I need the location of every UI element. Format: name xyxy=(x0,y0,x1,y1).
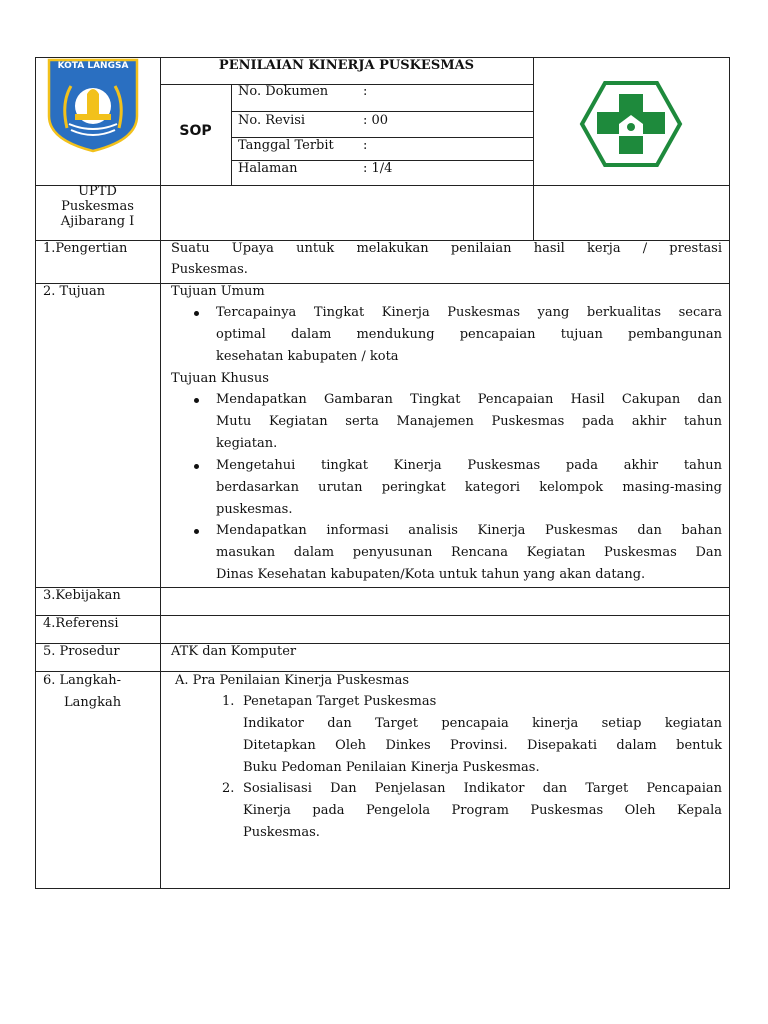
tujuan-umum-line-3: kesehatan kabupaten / kota xyxy=(216,349,399,364)
langkah-sub-a: A. Pra Penilaian Kinerja Puskesmas xyxy=(175,673,410,688)
bullet-dot xyxy=(194,464,199,469)
khusus-3-line-3: Dinas Kesehatan kabupaten/Kota untuk tahun yang akan datang. xyxy=(216,567,646,582)
bullet-dot xyxy=(194,529,199,534)
table-border-bottom xyxy=(35,888,730,889)
puskesmas-cross-icon xyxy=(579,80,683,168)
unit-line-3: Ajibarang I xyxy=(60,214,135,229)
puskesmas-logo xyxy=(579,80,683,168)
tujuan-label: 2. Tujuan xyxy=(43,284,106,299)
row-line-1 xyxy=(231,111,533,112)
prosedur-label: 5. Prosedur xyxy=(43,644,120,659)
row-kebijakan-bottom xyxy=(35,615,730,616)
logo-left-text: KOTA LANGSA xyxy=(57,61,129,71)
no-dokumen-value: : xyxy=(363,84,368,99)
tujuan-umum-line-2: optimal dalam mendukung pencapaian tujuan pembangunan xyxy=(216,327,722,342)
kebijakan-label: 3.Kebijakan xyxy=(43,588,121,603)
khusus-1-line-3: kegiatan. xyxy=(216,436,278,451)
langkah-item-1-line-2: Ditetapkan Oleh Dinkes Provinsi. Disepakati dalam bentuk xyxy=(243,738,722,753)
langkah-item-2-line-3: Puskesmas. xyxy=(243,825,320,840)
title-underline xyxy=(160,84,533,85)
langkah-item-1-line-1: Indikator dan Target pencapaia kinerja setiap kegiatan xyxy=(243,716,722,731)
header-right-divider xyxy=(533,57,534,241)
khusus-1-line-1: Mendapatkan Gambaran Tingkat Pencapaian Hasil Cakupan dan xyxy=(216,392,722,407)
langkah-item-2-num: 2. xyxy=(222,781,235,796)
khusus-2-line-2: berdasarkan urutan peringkat kategori kelompok masing-masing xyxy=(216,480,722,495)
table-border-right xyxy=(729,57,730,889)
row-pengertian-bottom xyxy=(35,283,730,284)
tanggal-terbit-label: Tanggal Terbit xyxy=(238,138,334,153)
row-tujuan-bottom xyxy=(35,587,730,588)
row-prosedur-bottom xyxy=(35,671,730,672)
table-border-left xyxy=(35,57,36,889)
langkah-label-1: 6. Langkah- xyxy=(43,673,122,688)
khusus-2-line-1: Mengetahui tingkat Kinerja Puskesmas pada akhir tahun xyxy=(216,458,722,473)
sop-divider xyxy=(231,84,232,185)
tujuan-khusus-heading: Tujuan Khusus xyxy=(171,371,269,386)
kota-langsa-logo xyxy=(47,58,139,153)
khusus-1-line-2: Mutu Kegiatan serta Manajemen Puskesmas pada akhir tahun xyxy=(216,414,722,429)
sop-label: SOP xyxy=(179,123,212,139)
prosedur-content: ATK dan Komputer xyxy=(171,644,297,659)
unit-line-1: UPTD xyxy=(78,184,117,199)
unit-line-2: Puskesmas xyxy=(61,199,134,214)
khusus-2-line-3: puskesmas. xyxy=(216,502,293,517)
tanggal-terbit-value: : xyxy=(363,138,368,153)
bullet-dot xyxy=(194,398,199,403)
bullet-dot xyxy=(194,311,199,316)
langkah-item-1-line-3: Buku Pedoman Penilaian Kinerja Puskesmas. xyxy=(243,760,540,775)
khusus-3-line-2: masukan dalam penyusunan Rencana Kegiatan Puskesmas Dan xyxy=(216,545,722,560)
langkah-item-1-num: 1. xyxy=(222,694,235,709)
halaman-label: Halaman xyxy=(238,161,298,176)
no-revisi-value: : 00 xyxy=(363,113,389,128)
tujuan-umum-line-1: Tercapainya Tingkat Kinerja Puskesmas yang berkualitas secara xyxy=(216,305,722,320)
langkah-item-2-line-1: Sosialisasi Dan Penjelasan Indikator dan Target Pencapaian xyxy=(243,781,722,796)
referensi-label: 4.Referensi xyxy=(43,616,119,631)
pengertian-line-1: Suatu Upaya untuk melakukan penilaian hasil kerja / prestasi xyxy=(171,241,722,256)
pengertian-line-2: Puskesmas. xyxy=(171,262,248,277)
no-revisi-label: No. Revisi xyxy=(238,113,306,128)
shield-emblem-icon xyxy=(47,58,139,153)
langkah-item-1-title: Penetapan Target Puskesmas xyxy=(243,694,437,709)
column-divider xyxy=(160,57,161,889)
tujuan-umum-heading: Tujuan Umum xyxy=(171,284,265,299)
khusus-3-line-1: Mendapatkan informasi analisis Kinerja Puskesmas dan bahan xyxy=(216,523,722,538)
pengertian-label: 1.Pengertian xyxy=(43,241,128,256)
langkah-item-2-line-2: Kinerja pada Pengelola Program Puskesmas Oleh Kepala xyxy=(243,803,722,818)
langkah-label-2: Langkah xyxy=(64,695,122,710)
halaman-value: : 1/4 xyxy=(363,161,393,176)
row-referensi-bottom xyxy=(35,643,730,644)
no-dokumen-label: No. Dokumen xyxy=(238,84,329,99)
document-title: PENILAIAN KINERJA PUSKESMAS xyxy=(218,58,475,73)
